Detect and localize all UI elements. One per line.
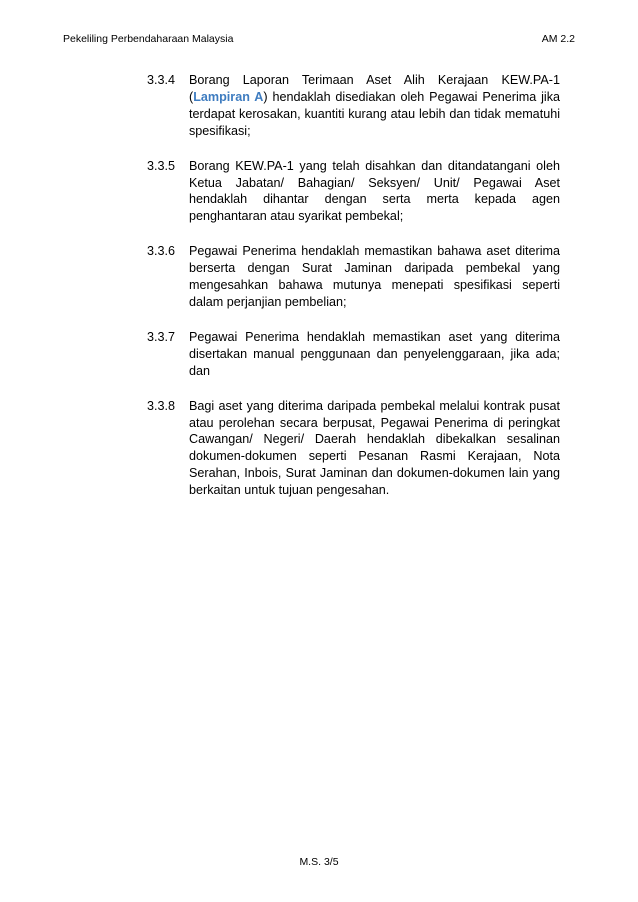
clause-3-3-5 bbox=[147, 158, 560, 226]
lampiran-a-link[interactable]: Lampiran A bbox=[193, 89, 264, 104]
page-number: M.S. 3/5 bbox=[299, 856, 339, 868]
clause-number: 3.3.8 bbox=[147, 398, 176, 413]
clause-text: Pegawai Penerima hendaklah memastikan aset yang diterima disertakan manual penggunaan dan penyelenggaraan, jika ada; dan bbox=[189, 329, 560, 378]
clause-3-3-8 bbox=[147, 398, 560, 499]
clause-number: 3.3.6 bbox=[147, 244, 176, 259]
clause-text: Pegawai Penerima hendaklah memastikan bahawa aset diterima berserta dengan Surat Jaminan daripada pembekal yang mengesahkan bahawa mutunya menepati spesifikasi seperti dalam perjanjian pembelian; bbox=[189, 244, 560, 309]
clause-text: Borang Laporan Terimaan Aset Alih Kerajaan KEW.PA-1 (Lampiran A) hendaklah disediakan oleh Pegawai Penerima jika terdapat kerosakan, kuantiti kurang atau lebih dan tidak mematuhi spesifikasi; bbox=[189, 73, 560, 138]
clause-text: Bagi aset yang diterima daripada pembekal melalui kontrak pusat atau perolehan secara berpusat, Pegawai Penerima di peringkat Cawangan/ Negeri/ Daerah hendaklah dibekalkan sesalinan dokumen-dokumen seperti Pesanan Rasmi Kerajaan, Nota Serahan, Inbois, Surat Jaminan dan dokumen-dokumen lain yang berkaitan untuk tujuan pengesahan. bbox=[189, 398, 560, 498]
clause-number: 3.3.4 bbox=[147, 73, 176, 87]
header-code: AM 2.2 bbox=[541, 33, 575, 45]
page-header bbox=[63, 33, 575, 46]
document-body bbox=[147, 72, 560, 517]
clause-number: 3.3.5 bbox=[147, 158, 176, 173]
clause-text: Borang KEW.PA-1 yang telah disahkan dan ditandatangani oleh Ketua Jabatan/ Bahagian/ Seksyen/ Unit/ Pegawai Aset hendaklah dihantar dengan serta merta kepada agen penghantaran atau syarikat pembekal; bbox=[189, 158, 560, 224]
clause-3-3-6 bbox=[147, 243, 560, 311]
clause-3-3-4 bbox=[147, 72, 560, 140]
clause-3-3-7 bbox=[147, 329, 560, 380]
header-title: Pekeliling Perbendaharaan Malaysia bbox=[63, 33, 234, 45]
clause-number: 3.3.7 bbox=[147, 329, 176, 344]
